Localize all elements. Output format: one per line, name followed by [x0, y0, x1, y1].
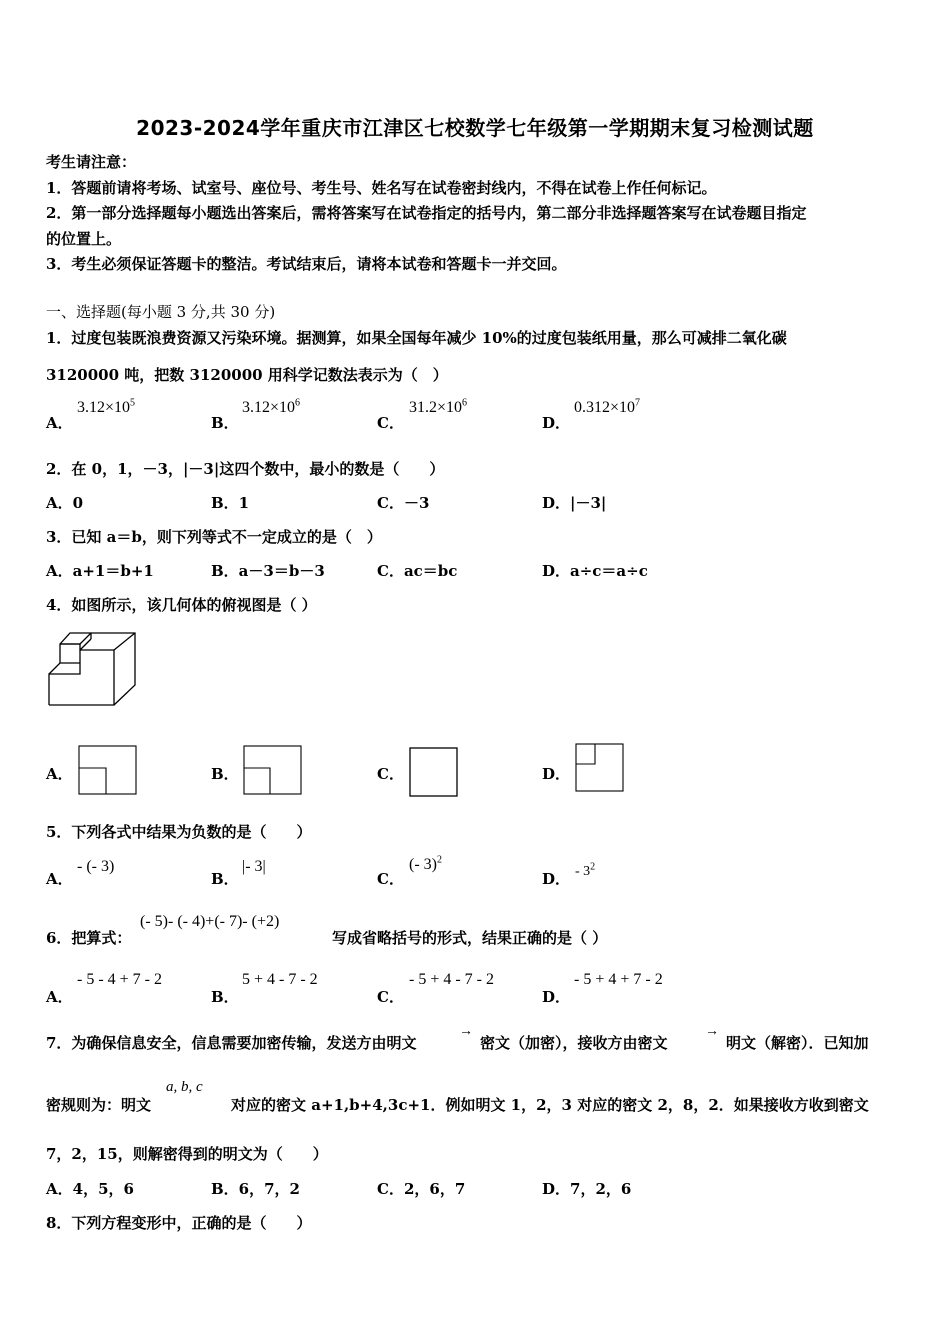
- option-label: B．: [211, 988, 239, 1006]
- section-heading: 一、选择题(每小题 3 分,共 30 分): [46, 303, 276, 321]
- option-label: A．: [46, 765, 73, 783]
- option-a-figure: [78, 745, 138, 795]
- option: B．1: [211, 494, 250, 512]
- option: A．4，5，6: [46, 1180, 134, 1198]
- option-label: D．: [542, 414, 571, 432]
- question-1-stem: 1．过度包装既浪费资源又污染环境。据测算，如果全国每年减少 10%的过度包装纸用量，那么可减排二氧化碳: [46, 329, 787, 347]
- option: D．|－3|: [542, 494, 607, 512]
- notice-item: 1．答题前请将考场、试室号、座位号、考生号、姓名写在试卷密封线内，不得在试卷上作任何标记。: [46, 179, 717, 197]
- option-label: A．: [46, 414, 73, 432]
- notice-item: 的位置上。: [46, 230, 122, 248]
- question-2-stem: 2．在 0，1，－3，|－3|这四个数中，最小的数是（ ）: [46, 460, 445, 478]
- question-1-stem-cont: 3120000 吨，把数 3120000 用科学记数法表示为（ ）: [46, 366, 448, 384]
- question-6-prefix: 6．把算式：: [46, 929, 132, 947]
- option-label: B．: [211, 414, 239, 432]
- option: A．0: [46, 494, 84, 512]
- option: D．a÷c＝a÷c: [542, 562, 648, 580]
- option-label: B．: [211, 765, 239, 783]
- option-label: C．: [377, 765, 404, 783]
- option-expression: $3.12\times 10^6$: [242, 397, 301, 416]
- option: B．a－3＝b－3: [211, 562, 325, 580]
- question-8-stem: 8．下列方程变形中，正确的是（ ）: [46, 1214, 312, 1232]
- option-label: C．: [377, 414, 404, 432]
- option: C．2，6，7: [377, 1180, 466, 1198]
- option-label: A．: [46, 870, 73, 888]
- option-expression: $3.12\times 10^5$: [77, 397, 136, 416]
- question-7-stem: 密规则为：明文: [46, 1096, 152, 1114]
- arrow-icon: →: [705, 1024, 719, 1039]
- question-4-stem: 4．如图所示，该几何体的俯视图是（ ）: [46, 596, 317, 614]
- page-title: 2023-2024学年重庆市江津区七校数学七年级第一学期期末复习检测试题: [136, 116, 814, 140]
- option-expression: $0.312\times 10^7$: [574, 397, 641, 416]
- option: D．7，2，6: [542, 1180, 632, 1198]
- question-6-expression: (- 5)- (- 4)+(- 7)- (+2): [140, 913, 280, 930]
- solid-figure: [46, 630, 140, 708]
- option-expression: - $3^2$: [575, 861, 596, 879]
- question-7-stem: 对应的密文 a+1,b+4,3c+1．例如明文 1，2，3 对应的密文 2，8，2．如果接收方收到密文: [231, 1096, 869, 1114]
- question-3-stem: 3．已知 a＝b，则下列等式不一定成立的是（ ）: [46, 528, 382, 546]
- option-expression: - (- 3): [77, 858, 115, 875]
- notice-heading: 考生请注意：: [46, 153, 137, 171]
- option-expression: $31.2\times 10^6$: [409, 397, 468, 416]
- question-6-suffix: 写成省略括号的形式，结果正确的是（ ）: [332, 929, 608, 947]
- question-7-stem: 明文（解密）．已知加: [726, 1034, 869, 1052]
- option-label: C．: [377, 870, 404, 888]
- option: C．－3: [377, 494, 430, 512]
- question-7-variables: a, b, c: [166, 1079, 203, 1095]
- option-expression: - 5 + 4 - 7 - 2: [409, 971, 495, 988]
- arrow-icon: →: [459, 1024, 473, 1039]
- question-7-stem: 7．为确保信息安全，信息需要加密传输，发送方由明文: [46, 1034, 417, 1052]
- notice-item: 2．第一部分选择题每小题选出答案后，需将答案写在试卷指定的括号内，第二部分非选择题答案写在试卷题目指定: [46, 204, 807, 222]
- option: B．6，7，2: [211, 1180, 300, 1198]
- option-expression: - 5 - 4 + 7 - 2: [77, 971, 163, 988]
- option-label: D．: [542, 765, 571, 783]
- option-expression: 5 + 4 - 7 - 2: [242, 971, 318, 988]
- option-expression: (- 3)$^2$: [409, 854, 442, 873]
- option-label: D．: [542, 870, 571, 888]
- notice-item: 3．考生必须保证答题卡的整洁。考试结束后，请将本试卷和答题卡一并交回。: [46, 255, 567, 273]
- option-b-figure: [243, 745, 303, 795]
- option-d-figure: [575, 743, 625, 793]
- option: A．a+1＝b+1: [46, 562, 154, 580]
- option-expression: |- 3|: [242, 858, 266, 875]
- option-c-figure: [409, 747, 459, 797]
- option: C．ac＝bc: [377, 562, 458, 580]
- question-7-stem: 7，2，15，则解密得到的明文为（ ）: [46, 1145, 328, 1163]
- option-label: B．: [211, 870, 239, 888]
- option-label: C．: [377, 988, 404, 1006]
- option-expression: - 5 + 4 + 7 - 2: [574, 971, 663, 988]
- question-5-stem: 5．下列各式中结果为负数的是（ ）: [46, 823, 312, 841]
- option-label: D．: [542, 988, 571, 1006]
- option-label: A．: [46, 988, 73, 1006]
- question-7-stem: 密文（加密），接收方由密文: [480, 1034, 668, 1052]
